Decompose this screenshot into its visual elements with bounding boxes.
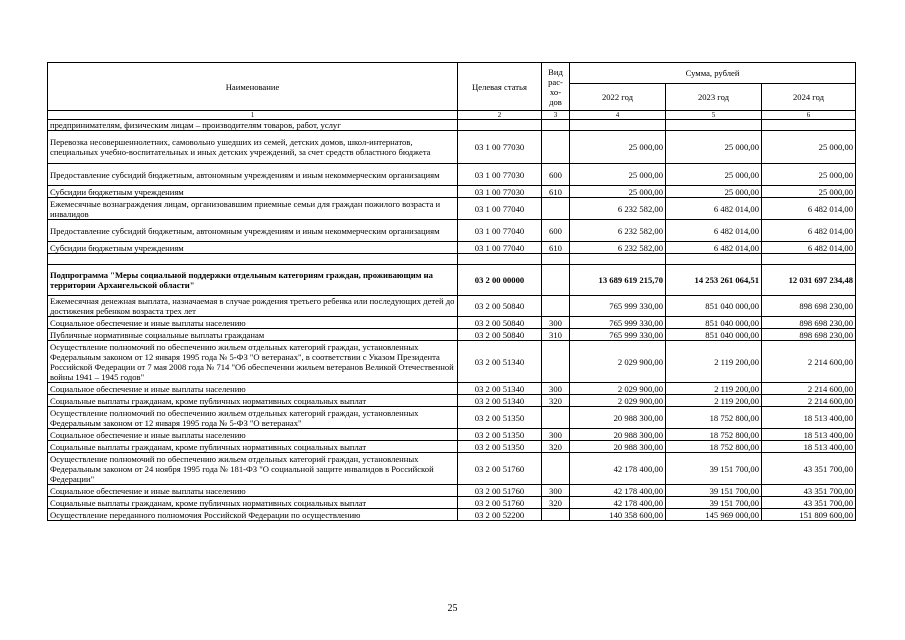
- header-sum: Сумма, рублей: [570, 63, 856, 84]
- table-header: [48, 63, 856, 120]
- row-name: Осуществление переданного полномочия Российской Федерации по осуществлению: [48, 509, 458, 521]
- table-row: [48, 485, 856, 497]
- row-name: Ежемесячные вознаграждения лицам, организовавшим приемные семьи для граждан пожилого возраста и инвалидов: [48, 198, 458, 220]
- row-target-code: [458, 120, 542, 131]
- row-name: Социальное обеспечение и иные выплаты населению: [48, 485, 458, 497]
- row-target-code: 03 2 00 51340: [458, 383, 542, 395]
- row-expense-type: 300: [542, 383, 570, 395]
- row-target-code: 03 2 00 51350: [458, 429, 542, 441]
- row-target-code: 03 2 00 50840: [458, 329, 542, 341]
- row-amount-2023: 6 482 014,00: [666, 242, 762, 254]
- row-amount-2024: 6 482 014,00: [762, 242, 856, 254]
- row-amount-2022: 20 988 300,00: [570, 407, 666, 429]
- row-amount-2022: 2 029 900,00: [570, 395, 666, 407]
- row-expense-type: [542, 341, 570, 383]
- row-target-code: 03 2 00 52200: [458, 509, 542, 521]
- column-number: 3: [542, 111, 570, 120]
- column-number: 6: [762, 111, 856, 120]
- table-body: [48, 120, 856, 521]
- row-target-code: 03 1 00 77030: [458, 131, 542, 164]
- row-target-code: 03 2 00 51350: [458, 441, 542, 453]
- row-amount-2022: 25 000,00: [570, 131, 666, 164]
- row-expense-type: 600: [542, 164, 570, 186]
- row-expense-type: 600: [542, 220, 570, 242]
- row-amount-2024: 151 809 600,00: [762, 509, 856, 521]
- row-amount-2022: [570, 120, 666, 131]
- table-row: [48, 383, 856, 395]
- row-expense-type: [542, 198, 570, 220]
- row-amount-2023: 145 969 000,00: [666, 509, 762, 521]
- row-target-code: 03 1 00 77040: [458, 242, 542, 254]
- row-amount-2022: 6 232 582,00: [570, 198, 666, 220]
- row-amount-2023: 39 151 700,00: [666, 485, 762, 497]
- row-amount-2024: 43 351 700,00: [762, 485, 856, 497]
- table-row: [48, 198, 856, 220]
- row-amount-2023: 25 000,00: [666, 186, 762, 198]
- row-name: Осуществление полномочий по обеспечению жильем отдельных категорий граждан, установленных Федеральным законом от 24 ноября 1995 года № 181-ФЗ "О социальной защите инвалидов в Российской Федерации": [48, 453, 458, 485]
- row-amount-2024: 2 214 600,00: [762, 395, 856, 407]
- row-name: Перевозка несовершеннолетних, самовольно ушедших из семей, детских домов, школ-интернатов, специальных учебно-воспитательных и иных детских учреждений, за счет средств областного бюджета: [48, 131, 458, 164]
- row-amount-2024: 18 513 400,00: [762, 441, 856, 453]
- row-expense-type: 320: [542, 441, 570, 453]
- row-amount-2023: 18 752 800,00: [666, 407, 762, 429]
- table-row: [48, 453, 856, 485]
- row-amount-2024: 18 513 400,00: [762, 429, 856, 441]
- table-row: [48, 341, 856, 383]
- row-amount-2022: 25 000,00: [570, 164, 666, 186]
- table-row: [48, 186, 856, 198]
- column-number: 5: [666, 111, 762, 120]
- row-amount-2022: 765 999 330,00: [570, 296, 666, 317]
- row-expense-type: 300: [542, 429, 570, 441]
- row-name: Социальные выплаты гражданам, кроме публичных нормативных социальных выплат: [48, 395, 458, 407]
- row-amount-2023: [666, 254, 762, 265]
- header-target: Целевая статья: [458, 63, 542, 111]
- row-target-code: 03 1 00 77040: [458, 220, 542, 242]
- row-name: Социальное обеспечение и иные выплаты населению: [48, 429, 458, 441]
- row-amount-2023: 851 040 000,00: [666, 296, 762, 317]
- row-amount-2022: 42 178 400,00: [570, 497, 666, 509]
- row-expense-type: [542, 509, 570, 521]
- header-2022: 2022 год: [570, 84, 666, 111]
- header-2024: 2024 год: [762, 84, 856, 111]
- row-amount-2022: [570, 254, 666, 265]
- table-row: [48, 242, 856, 254]
- row-expense-type: [542, 296, 570, 317]
- table-row: [48, 254, 856, 265]
- row-expense-type: [542, 120, 570, 131]
- row-expense-type: 610: [542, 242, 570, 254]
- row-amount-2023: 2 119 200,00: [666, 383, 762, 395]
- row-amount-2024: 25 000,00: [762, 186, 856, 198]
- row-expense-type: [542, 407, 570, 429]
- header-name: Наименование: [48, 63, 458, 111]
- row-amount-2023: 2 119 200,00: [666, 395, 762, 407]
- row-amount-2022: 20 988 300,00: [570, 429, 666, 441]
- row-target-code: [458, 254, 542, 265]
- row-amount-2022: 13 689 619 215,70: [570, 265, 666, 296]
- row-amount-2022: 2 029 900,00: [570, 383, 666, 395]
- row-target-code: 03 2 00 50840: [458, 296, 542, 317]
- row-target-code: 03 2 00 51760: [458, 485, 542, 497]
- row-amount-2023: 25 000,00: [666, 164, 762, 186]
- table-row: [48, 407, 856, 429]
- row-amount-2023: 6 482 014,00: [666, 198, 762, 220]
- table-row: [48, 220, 856, 242]
- row-amount-2024: 43 351 700,00: [762, 497, 856, 509]
- row-expense-type: 310: [542, 329, 570, 341]
- table-row: [48, 395, 856, 407]
- row-amount-2024: 12 031 697 234,48: [762, 265, 856, 296]
- row-amount-2024: 898 698 230,00: [762, 329, 856, 341]
- row-amount-2024: 18 513 400,00: [762, 407, 856, 429]
- row-amount-2024: [762, 254, 856, 265]
- row-target-code: 03 2 00 51340: [458, 395, 542, 407]
- row-amount-2023: 39 151 700,00: [666, 453, 762, 485]
- row-amount-2023: 39 151 700,00: [666, 497, 762, 509]
- row-name: Социальные выплаты гражданам, кроме публичных нормативных социальных выплат: [48, 441, 458, 453]
- table-row: [48, 497, 856, 509]
- column-number: 2: [458, 111, 542, 120]
- row-name: Социальные выплаты гражданам, кроме публичных нормативных социальных выплат: [48, 497, 458, 509]
- row-amount-2022: 6 232 582,00: [570, 220, 666, 242]
- row-name: Социальное обеспечение и иные выплаты населению: [48, 383, 458, 395]
- table-row: [48, 164, 856, 186]
- row-name: [48, 254, 458, 265]
- row-amount-2023: 851 040 000,00: [666, 317, 762, 329]
- row-amount-2024: 25 000,00: [762, 164, 856, 186]
- row-amount-2023: 851 040 000,00: [666, 329, 762, 341]
- row-amount-2022: 140 358 600,00: [570, 509, 666, 521]
- row-target-code: 03 2 00 51350: [458, 407, 542, 429]
- row-expense-type: 300: [542, 485, 570, 497]
- row-name: Субсидии бюджетным учреждениям: [48, 242, 458, 254]
- row-target-code: 03 2 00 00000: [458, 265, 542, 296]
- table-row: [48, 265, 856, 296]
- row-amount-2024: 898 698 230,00: [762, 296, 856, 317]
- row-amount-2024: 2 214 600,00: [762, 341, 856, 383]
- row-expense-type: 300: [542, 317, 570, 329]
- row-target-code: 03 2 00 50840: [458, 317, 542, 329]
- row-amount-2024: 6 482 014,00: [762, 220, 856, 242]
- row-target-code: 03 1 00 77030: [458, 164, 542, 186]
- row-name: Предоставление субсидий бюджетным, автономным учреждениям и иным некоммерческим организациям: [48, 220, 458, 242]
- budget-table: [47, 62, 856, 521]
- row-expense-type: [542, 131, 570, 164]
- row-amount-2022: 6 232 582,00: [570, 242, 666, 254]
- row-amount-2022: 42 178 400,00: [570, 485, 666, 497]
- row-name: Осуществление полномочий по обеспечению жильем отдельных категорий граждан, установленных Федеральным законом от 12 января 1995 года № 5-ФЗ "О ветеранах", в соответствии с Указом Президента Российской Федерации от 7 мая 2008 года № 714 "Об обеспечении жильем ветеранов Великой Отечественной войны 1941 – 1945 годов": [48, 341, 458, 383]
- row-amount-2024: 6 482 014,00: [762, 198, 856, 220]
- row-amount-2023: 2 119 200,00: [666, 341, 762, 383]
- row-expense-type: [542, 265, 570, 296]
- table-row: [48, 296, 856, 317]
- row-name: Осуществление полномочий по обеспечению жильем отдельных категорий граждан, установленных Федеральным законом от 12 января 1995 года № 5-ФЗ "О ветеранах": [48, 407, 458, 429]
- row-name: Предоставление субсидий бюджетным, автономным учреждениям и иным некоммерческим организациям: [48, 164, 458, 186]
- row-amount-2022: 765 999 330,00: [570, 317, 666, 329]
- table-row: [48, 429, 856, 441]
- row-amount-2023: 18 752 800,00: [666, 441, 762, 453]
- column-number: 4: [570, 111, 666, 120]
- row-amount-2022: 2 029 900,00: [570, 341, 666, 383]
- row-amount-2023: 18 752 800,00: [666, 429, 762, 441]
- header-vid: Вид рас-хо-дов: [542, 63, 570, 111]
- table-row: [48, 441, 856, 453]
- row-amount-2024: 2 214 600,00: [762, 383, 856, 395]
- row-name: предпринимателям, физическим лицам – производителям товаров, работ, услуг: [48, 120, 458, 131]
- table-row: [48, 509, 856, 521]
- row-amount-2023: 25 000,00: [666, 131, 762, 164]
- row-target-code: 03 2 00 51340: [458, 341, 542, 383]
- row-expense-type: 320: [542, 497, 570, 509]
- row-amount-2022: 20 988 300,00: [570, 441, 666, 453]
- page-number: 25: [447, 603, 458, 614]
- row-amount-2022: 25 000,00: [570, 186, 666, 198]
- row-amount-2024: 898 698 230,00: [762, 317, 856, 329]
- row-expense-type: 320: [542, 395, 570, 407]
- row-name: Ежемесячная денежная выплата, назначаемая в случае рождения третьего ребенка или последующих детей до достижения ребенком возраста трех лет: [48, 296, 458, 317]
- row-expense-type: [542, 254, 570, 265]
- row-amount-2022: 42 178 400,00: [570, 453, 666, 485]
- row-expense-type: 610: [542, 186, 570, 198]
- row-amount-2023: 14 253 261 064,51: [666, 265, 762, 296]
- column-number: 1: [48, 111, 458, 120]
- row-amount-2024: 25 000,00: [762, 131, 856, 164]
- column-numbers-row: [48, 111, 856, 120]
- row-name: Подпрограмма "Меры социальной поддержки отдельным категориям граждан, проживающим на территории Архангельской области": [48, 265, 458, 296]
- row-amount-2023: 6 482 014,00: [666, 220, 762, 242]
- row-target-code: 03 1 00 77030: [458, 186, 542, 198]
- row-amount-2024: 43 351 700,00: [762, 453, 856, 485]
- row-name: Публичные нормативные социальные выплаты гражданам: [48, 329, 458, 341]
- table-row: [48, 317, 856, 329]
- row-target-code: 03 1 00 77040: [458, 198, 542, 220]
- row-target-code: 03 2 00 51760: [458, 497, 542, 509]
- row-amount-2022: 765 999 330,00: [570, 329, 666, 341]
- table-row: [48, 120, 856, 131]
- row-target-code: 03 2 00 51760: [458, 453, 542, 485]
- header-2023: 2023 год: [666, 84, 762, 111]
- row-name: Субсидии бюджетным учреждениям: [48, 186, 458, 198]
- row-amount-2023: [666, 120, 762, 131]
- row-amount-2024: [762, 120, 856, 131]
- row-name: Социальное обеспечение и иные выплаты населению: [48, 317, 458, 329]
- row-expense-type: [542, 453, 570, 485]
- table-row: [48, 131, 856, 164]
- table-row: [48, 329, 856, 341]
